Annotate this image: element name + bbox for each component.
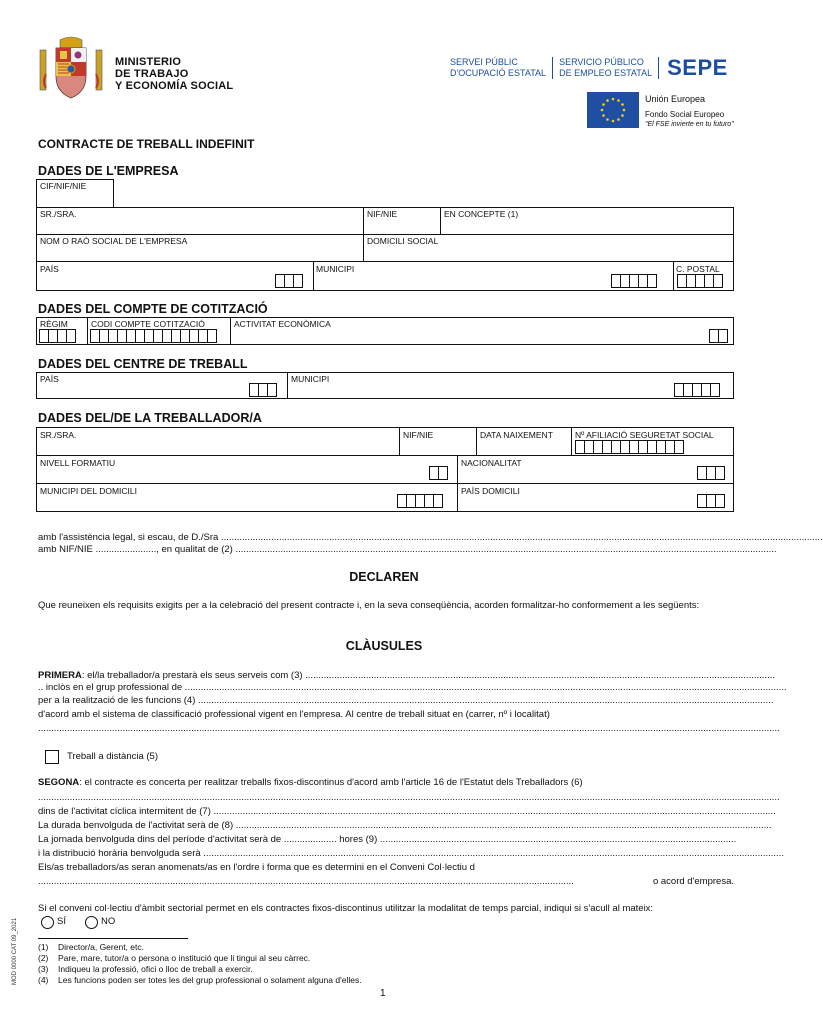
municipi-label: MUNICIPI <box>316 264 355 274</box>
eu-flag-icon <box>587 92 639 128</box>
primera-text: : el/la treballador/a prestarà els seus serveis com (3) .................................................................................................................................................................................. <box>81 670 775 681</box>
page-header <box>0 0 768 135</box>
treb-nif-label: NIF/NIE <box>403 430 434 440</box>
primera-line[interactable] <box>38 670 775 682</box>
nif-label: NIF/NIE <box>367 209 398 219</box>
sepe-logo-block <box>444 54 728 82</box>
distribucio-line[interactable]: i la distribució horària benvolguda serà ............................................................................................................................................................................................................................ <box>38 848 784 859</box>
declaren-heading: DECLAREN <box>349 570 419 584</box>
segona-line <box>38 777 734 789</box>
footnote <box>38 942 362 953</box>
nom-label: NOM O RAÓ SOCIAL DE L'EMPRESA <box>40 236 188 246</box>
section-treballador-title: DADES DEL/DE LA TREBALLADOR/A <box>38 411 262 425</box>
classificacio-line: d'acord amb el sistema de classificació professional vigent en l'empresa. Al centre de treball situat en (carrer, nº i localitat) <box>38 709 550 720</box>
ministry-line: MINISTERIO <box>115 56 182 68</box>
nivell-cells[interactable] <box>429 466 447 480</box>
section-empresa-title: DADES DE L'EMPRESA <box>38 164 179 178</box>
nivell-label: NIVELL FORMATIU <box>40 458 116 468</box>
conveni-dots-line[interactable] <box>38 876 734 888</box>
footnotes <box>38 942 362 986</box>
si-label: SÍ <box>57 916 66 927</box>
section-centre-title: DADES DEL CENTRE DE TREBALL <box>38 357 248 371</box>
jornada-line[interactable]: La jornada benvolguda dins del període d'activitat serà de .................... hores (9) ....................................................................................................................................... <box>38 834 737 845</box>
durada-line[interactable]: La durada benvolguda de l'activitat serà de (8) ........................................................................................................................................................................................................... <box>38 820 772 831</box>
eu-title: Unión Europea <box>645 94 706 104</box>
assistencia-line-2[interactable]: amb NIF/NIE ......................., en qualitat de (2) ............................................................................................................................................................................................................. <box>38 544 777 555</box>
distancia-checkbox[interactable] <box>45 750 59 764</box>
grup-line[interactable]: .. inclòs en el grup professional de .................................................................................................................................................................................................................................... <box>38 682 787 693</box>
centre-municipi-cells[interactable] <box>674 383 719 397</box>
domicili-label: DOMICILI SOCIAL <box>367 236 439 246</box>
declaren-text: Que reuneixen els requisits exigits per a la celebració del present contracte i, en la seva conseqüència, acorden formalitzar-ho conformement a les següents: <box>38 600 700 611</box>
ministry-line: DE TRABAJO <box>115 68 189 80</box>
sepe-text: D'OCUPACIÓ ESTATAL <box>450 68 547 78</box>
treb-municipi-cells[interactable] <box>397 494 442 508</box>
afiliacio-cells[interactable] <box>575 440 683 454</box>
no-radio[interactable] <box>85 916 98 929</box>
sepe-spanish <box>553 57 659 79</box>
centre-pais-cells[interactable] <box>249 383 276 397</box>
cpostal-label: C. POSTAL <box>676 264 720 274</box>
centre-municipi-label: MUNICIPI <box>291 374 330 384</box>
codi-label: CODI COMPTE COTITZACIÓ <box>91 319 205 329</box>
footnote-separator <box>38 938 188 939</box>
si-radio[interactable] <box>41 916 54 929</box>
document-title: CONTRACTE DE TREBALL INDEFINIT <box>38 137 255 151</box>
distancia-label: Treball a distància (5) <box>67 751 158 762</box>
nacionalitat-cells[interactable] <box>697 466 724 480</box>
segona-label: SEGONA <box>38 777 80 788</box>
treb-sr-label: SR./SRA. <box>40 430 77 440</box>
assistencia-line-1[interactable]: amb l'assistència legal, si escau, de D./Sra .................................................................................................................................................................................................................................... <box>38 532 823 543</box>
activitat-cells[interactable] <box>709 329 727 343</box>
empresa-grid <box>36 207 734 291</box>
eu-block <box>587 92 739 130</box>
page-number: 1 <box>380 988 386 999</box>
sr-label: SR./SRA. <box>40 209 77 219</box>
clausules-heading: CLÀUSULES <box>345 639 423 653</box>
footnote-text: Director/a, Gerent, etc. <box>58 942 144 952</box>
codi-cells[interactable] <box>90 329 216 343</box>
eu-motto: "El FSE invierte en tu futuro" <box>645 121 734 128</box>
naixement-label: DATA NAIXEMENT <box>480 430 553 440</box>
sepe-text: SERVICIO PÚBLICO <box>559 57 644 67</box>
regim-label: RÈGIM <box>40 319 68 329</box>
coat-of-arms-icon <box>38 36 104 100</box>
treballador-grid <box>36 427 734 512</box>
footnote <box>38 964 362 975</box>
cpostal-cells[interactable] <box>677 274 722 288</box>
footnote-num: (4) <box>38 975 49 985</box>
pais-code-cells[interactable] <box>275 274 302 288</box>
footnote-text: Les funcions poden ser totes les del grup professional o solament alguna d'elles. <box>58 975 362 985</box>
segona-dots-line[interactable]: ......................................................................................................................................................................................................................................................................................... <box>38 792 780 803</box>
conveni-text-line: Els/as treballadors/as seran anomenats/as en l'ordre i forma que es determini en el Conveni Col·lectiu d <box>38 862 475 873</box>
pais-domicili-label: PAÍS DOMICILI <box>461 486 520 496</box>
afiliacio-label: Nº AFILIACIÓ SEGURETAT SOCIAL <box>575 430 714 440</box>
centre-grid <box>36 372 734 399</box>
no-label: NO <box>101 916 116 927</box>
nacionalitat-label: NACIONALITAT <box>461 458 522 468</box>
footnote-num: (1) <box>38 942 49 952</box>
ministry-line: Y ECONOMÍA SOCIAL <box>115 80 234 92</box>
municipi-code-cells[interactable] <box>611 274 656 288</box>
sepe-catalan <box>444 57 553 79</box>
pais-domicili-cells[interactable] <box>697 494 724 508</box>
eu-fund: Fondo Social Europeo <box>645 110 725 119</box>
footnote <box>38 975 362 986</box>
eu-text <box>645 94 734 130</box>
footnote-num: (2) <box>38 953 49 963</box>
form-code: MOD 0000 CAT 09_2021 <box>12 917 18 985</box>
sepe-text: SERVEI PÚBLIC <box>450 57 518 67</box>
footnote <box>38 953 362 964</box>
acord-empresa-text: o acord d'empresa. <box>652 876 734 887</box>
regim-cells[interactable] <box>39 329 75 343</box>
activitat-ciclica-line[interactable]: dins de l'activitat cíclica intermitent de (7) ..................................................................................................................................................................................................................... <box>38 806 776 817</box>
temps-parcial-question: Si el conveni col·lectiu d'àmbit sectorial permet en els contractes fixos-discontinus utilitzar la modalitat de temps parcial, indiqui si s'acull al mateix: <box>38 903 654 914</box>
pais-label: PAÍS <box>40 264 59 274</box>
funcions-line[interactable]: per a la realització de les funcions (4) .......................................................................................................................................................................................................................... <box>38 695 774 706</box>
conveni-dots[interactable]: ........................................................................................................................................................................................................... <box>38 876 574 887</box>
cif-label: CIF/NIF/NIE <box>40 181 87 191</box>
footnote-text: Indiqueu la professió, ofici o lloc de treball a exercir. <box>58 964 253 974</box>
sepe-text: DE EMPLEO ESTATAL <box>559 68 653 78</box>
activitat-label: ACTIVITAT ECONÒMICA <box>234 319 331 329</box>
centre-adreca-line[interactable]: ......................................................................................................................................................................................................................................................................................... <box>38 723 780 734</box>
ministry-name <box>115 56 233 92</box>
sepe-logo: SEPE <box>667 55 728 80</box>
treb-municipi-label: MUNICIPI DEL DOMICILI <box>40 486 137 496</box>
footnote-text: Pare, mare, tutor/a o persona o institució que li tingui al seu càrrec. <box>58 953 311 963</box>
cif-field[interactable] <box>36 179 114 208</box>
centre-pais-label: PAÍS <box>40 374 59 384</box>
primera-label: PRIMERA <box>38 670 82 681</box>
concepte-label: EN CONCEPTE (1) <box>444 209 519 219</box>
compte-grid <box>36 317 734 345</box>
segona-text: : el contracte es concerta per realitzar treballs fixos-discontinus d'acord amb l'article 16 de l'Estatut dels Treballadors (6) <box>79 777 583 788</box>
footnote-num: (3) <box>38 964 49 974</box>
section-compte-title: DADES DEL COMPTE DE COTITZACIÓ <box>38 302 268 316</box>
